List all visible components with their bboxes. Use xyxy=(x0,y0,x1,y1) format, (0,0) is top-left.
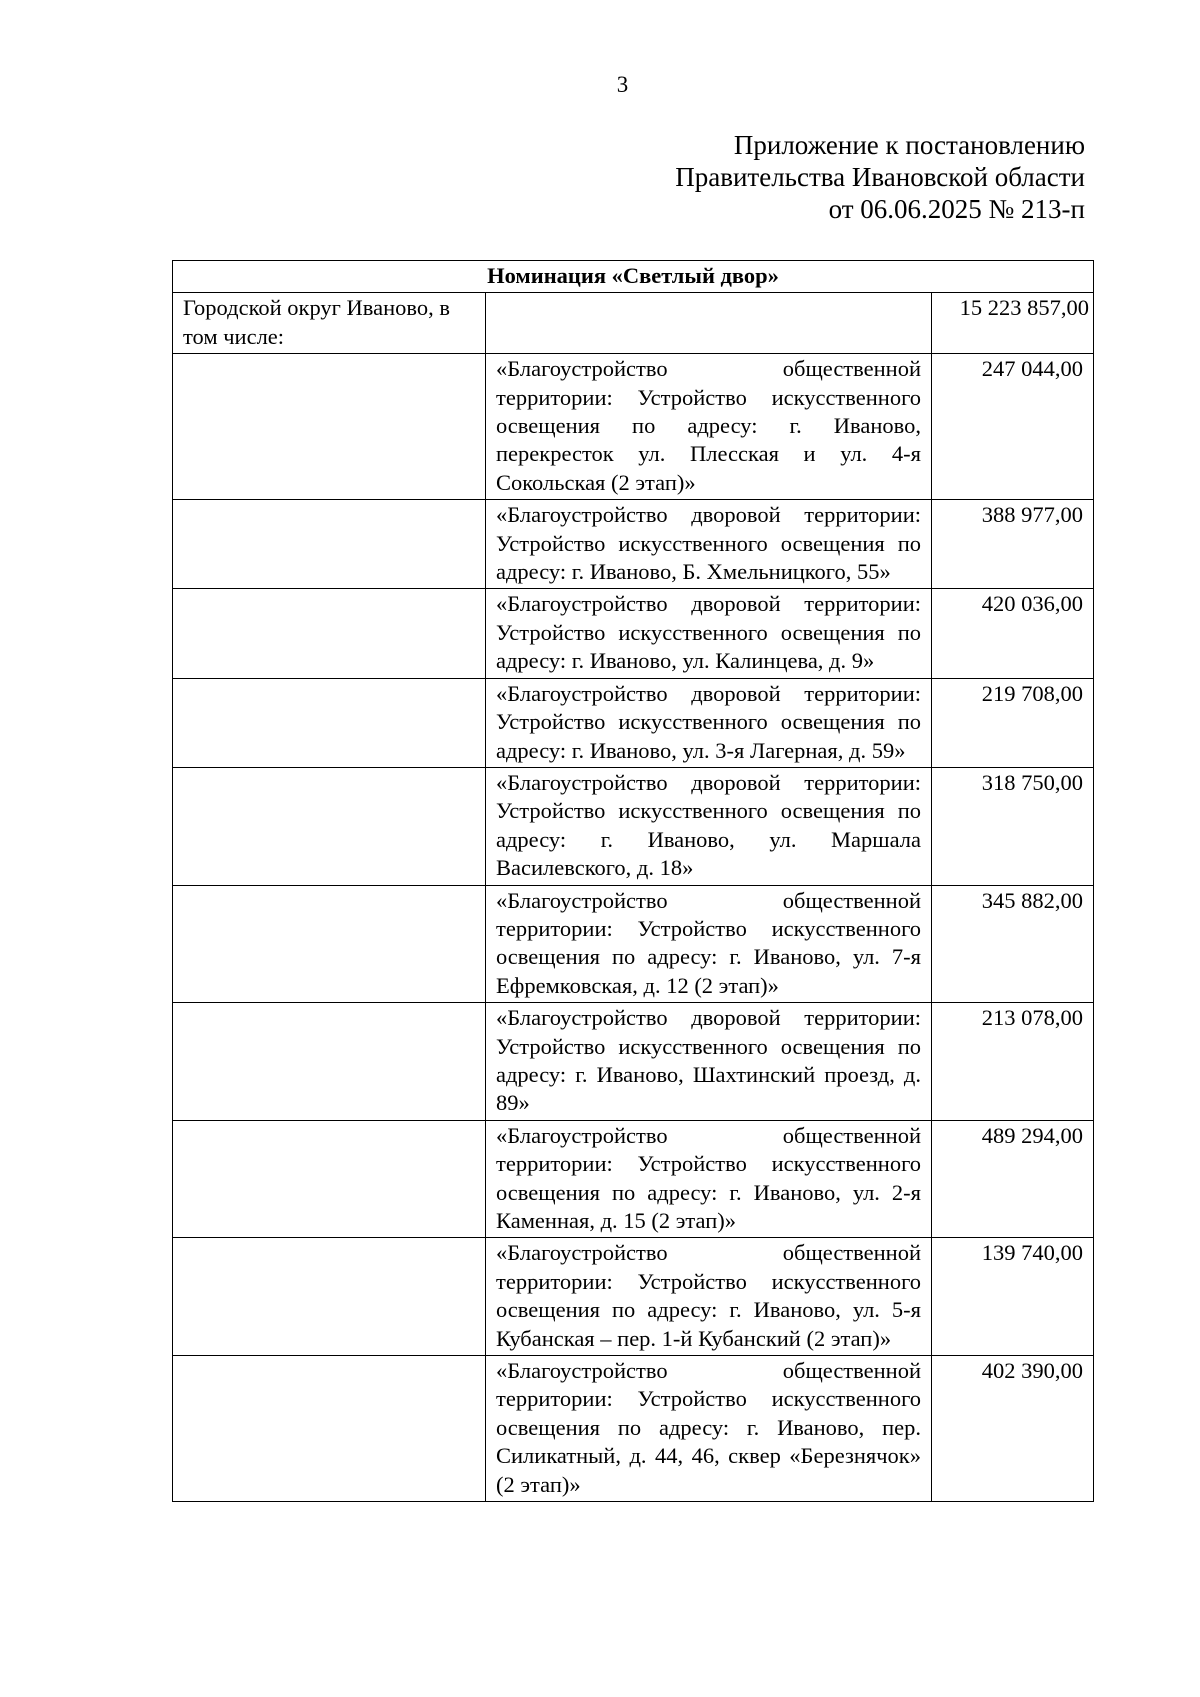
table-row xyxy=(173,885,1094,1003)
district-row xyxy=(173,293,1094,354)
empty-cell xyxy=(173,589,486,678)
project-description: «Благоустройство общественной территории: Устройство искусственного освещения по адресу: г. Иваново, пер. Силикатный, д. 44, 46, сквер «Березнячок» (2 этап)» xyxy=(486,1356,932,1502)
project-amount: 489 294,00 xyxy=(932,1120,1094,1238)
appendix-line-3: от 06.06.2025 № 213-п xyxy=(828,194,1085,224)
district-name: Городской округ Иваново, в том числе: xyxy=(173,293,486,354)
empty-cell xyxy=(173,678,486,767)
table-row xyxy=(173,354,1094,500)
table-row xyxy=(173,1120,1094,1238)
table-row xyxy=(173,1238,1094,1356)
project-description: «Благоустройство дворовой территории: Устройство искусственного освещения по адресу: г. Иваново, ул. 3-я Лагерная, д. 59» xyxy=(486,678,932,767)
project-description: «Благоустройство общественной территории: Устройство искусственного освещения по адресу: г. Иваново, перекресток ул. Плесская и ул. 4-я Сокольская (2 этап)» xyxy=(486,354,932,500)
empty-cell xyxy=(173,1356,486,1502)
project-amount: 139 740,00 xyxy=(932,1238,1094,1356)
district-total-amount: 15 223 857,00 xyxy=(932,293,1094,354)
table-row xyxy=(173,767,1094,885)
project-description: «Благоустройство общественной территории: Устройство искусственного освещения по адресу: г. Иваново, ул. 7-я Ефремковская, д. 12 (2 этап)» xyxy=(486,885,932,1003)
empty-cell xyxy=(173,885,486,1003)
project-amount: 345 882,00 xyxy=(932,885,1094,1003)
project-description: «Благоустройство дворовой территории: Устройство искусственного освещения по адресу: г. Иваново, Б. Хмельницкого, 55» xyxy=(486,500,932,589)
appendix-line-1: Приложение к постановлению xyxy=(733,130,1085,160)
project-amount: 402 390,00 xyxy=(932,1356,1094,1502)
project-amount: 318 750,00 xyxy=(932,767,1094,885)
project-description: «Благоустройство дворовой территории: Устройство искусственного освещения по адресу: г. Иваново, ул. Калинцева, д. 9» xyxy=(486,589,932,678)
project-amount: 247 044,00 xyxy=(932,354,1094,500)
nomination-title: Номинация «Светлый двор» xyxy=(173,261,1094,293)
empty-cell xyxy=(173,1120,486,1238)
project-description: «Благоустройство общественной территории: Устройство искусственного освещения по адресу: г. Иваново, ул. 2-я Каменная, д. 15 (2 этап)» xyxy=(486,1120,932,1238)
nomination-table xyxy=(172,260,1094,1502)
project-amount: 219 708,00 xyxy=(932,678,1094,767)
empty-cell xyxy=(173,1003,486,1121)
district-description xyxy=(486,293,932,354)
project-description: «Благоустройство дворовой территории: Устройство искусственного освещения по адресу: г. Иваново, Шахтинский проезд, д. 89» xyxy=(486,1003,932,1121)
nomination-row xyxy=(173,261,1094,293)
project-amount: 420 036,00 xyxy=(932,589,1094,678)
project-description: «Благоустройство дворовой территории: Устройство искусственного освещения по адресу: г. Иваново, ул. Маршала Василевского, д. 18» xyxy=(486,767,932,885)
project-amount: 213 078,00 xyxy=(932,1003,1094,1121)
table-row xyxy=(173,500,1094,589)
empty-cell xyxy=(173,1238,486,1356)
project-amount: 388 977,00 xyxy=(932,500,1094,589)
table-row xyxy=(173,1356,1094,1502)
project-description: «Благоустройство общественной территории: Устройство искусственного освещения по адресу: г. Иваново, ул. 5-я Кубанская – пер. 1-й Кубанский (2 этап)» xyxy=(486,1238,932,1356)
page-number: 3 xyxy=(616,72,629,97)
table-row xyxy=(173,1003,1094,1121)
appendix-line-2: Правительства Ивановской области xyxy=(675,162,1085,192)
empty-cell xyxy=(173,500,486,589)
table-row xyxy=(173,589,1094,678)
empty-cell xyxy=(173,354,486,500)
empty-cell xyxy=(173,767,486,885)
appendix-header xyxy=(675,129,1085,225)
table-row xyxy=(173,678,1094,767)
